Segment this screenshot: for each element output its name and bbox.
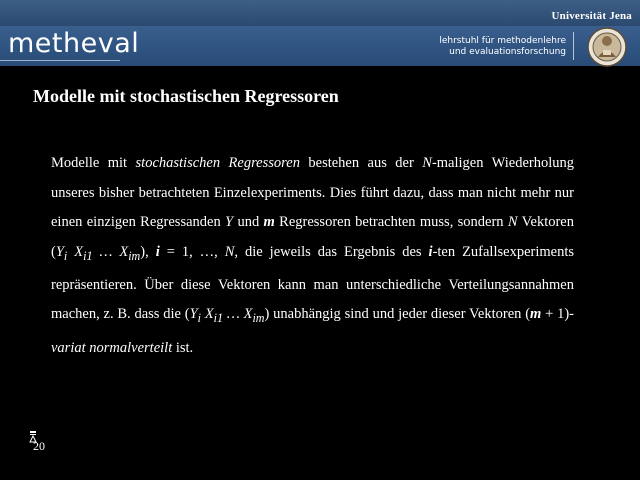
subscript-i1: i1 (213, 311, 224, 326)
subscript-im: im (128, 248, 141, 263)
symbol-X: X (201, 306, 214, 323)
symbol-i: i (155, 243, 160, 260)
text: ist. (172, 339, 194, 356)
text: , die jeweils das Ergebnis des (234, 243, 429, 260)
text: ) unabhängig sind und jeder dieser Vektoren ( (264, 306, 531, 323)
symbol-N: N (507, 214, 518, 230)
text: Vektoren ( (51, 214, 574, 260)
symbol-X: X (67, 243, 84, 260)
symbol-X: … X (92, 243, 129, 260)
symbol-Y: Y (225, 214, 234, 230)
symbol-m: m (530, 306, 542, 323)
header-divider (573, 32, 574, 60)
symbol-m: m (263, 214, 275, 230)
text: = 1, …, (159, 243, 225, 260)
chair-line-1: lehrstuhl für methodenlehre (439, 36, 566, 46)
text: und (233, 214, 264, 230)
text: + 1)- (541, 306, 574, 323)
metheval-logo: metheval (8, 28, 140, 59)
symbol-Y: Y (55, 243, 64, 260)
text: -maligen Wiederholung unseres bisher betrachteten Einzelexperiments. Dies führt dazu, dass man nicht mehr nur einen einzigen Regressanden (51, 155, 575, 230)
subscript-i1: i1 (83, 248, 93, 263)
slide-title: Modelle mit stochastischen Regressoren (33, 86, 339, 106)
chair-line-2: und evaluationsforschung (449, 47, 566, 57)
symbol-X: … X (223, 306, 253, 323)
subscript-i: i (63, 248, 68, 263)
symbol-i: i (428, 243, 433, 260)
text: Regressoren betrachten muss, sondern (274, 214, 508, 230)
university-name: Universität Jena (551, 10, 632, 22)
symbol-N: N (422, 155, 432, 171)
text: bestehen aus der (299, 155, 423, 171)
logo-underline (0, 60, 120, 61)
text: ), (140, 243, 156, 260)
subscript-im: im (252, 311, 265, 326)
symbol-N: N (224, 243, 235, 260)
chair-name (439, 36, 566, 58)
symbol-Y: Y (189, 306, 198, 323)
text-italic: variat normalverteilt (51, 339, 173, 356)
top-bar (0, 0, 640, 26)
text: Modelle mit (51, 155, 136, 171)
page-number: 20 (33, 439, 45, 453)
text: -ten Zufallsexperiments repräsentieren. Über diese Vektoren kann man unterschiedliche Verteilungsannahmen machen, z. B. dass die ( (51, 243, 574, 323)
university-seal-icon (586, 26, 628, 68)
body-paragraph (51, 149, 574, 363)
header-band (0, 26, 640, 66)
subscript-i: i (197, 311, 202, 326)
text-italic: stochastischen Regressoren (135, 155, 300, 171)
